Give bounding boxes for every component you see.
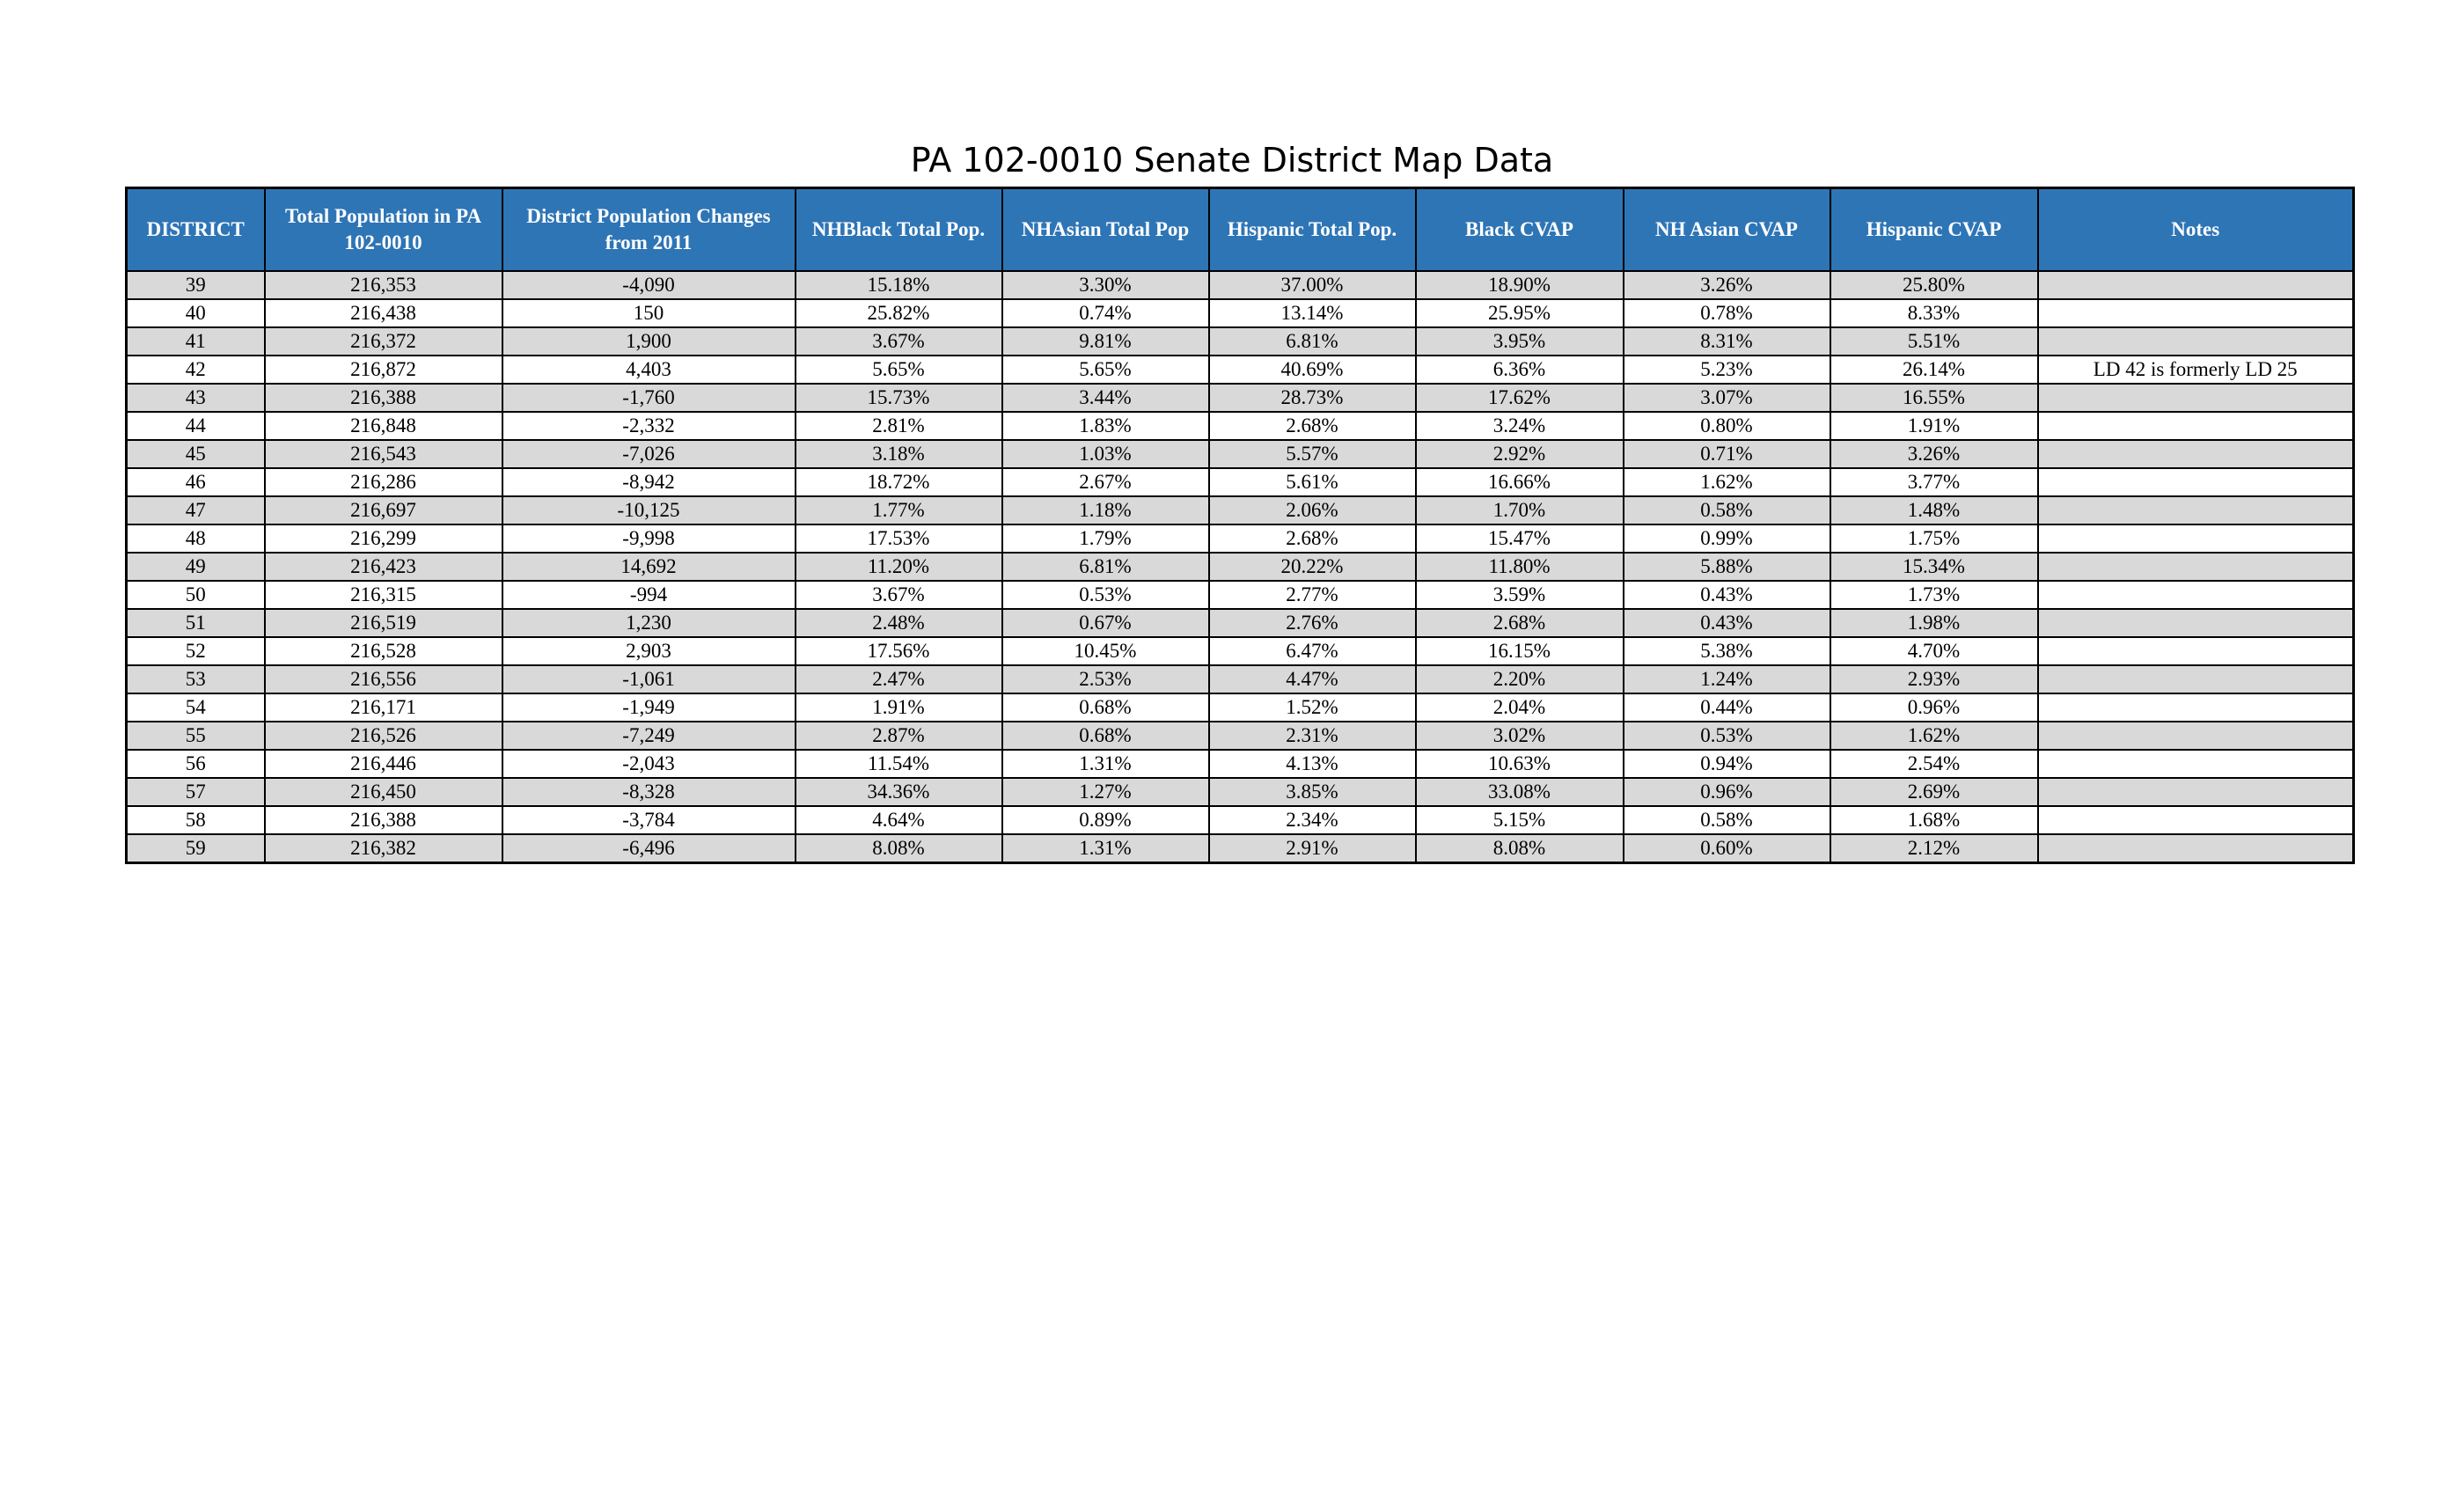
cell-district: 39 [127, 271, 265, 299]
cell-district: 58 [127, 806, 265, 834]
cell-black-cvap: 25.95% [1416, 299, 1624, 327]
cell-nh-asian-cvap: 5.88% [1624, 553, 1830, 581]
cell-black-cvap: 15.47% [1416, 524, 1624, 553]
table-row [127, 327, 2354, 356]
cell-population-change: 1,900 [502, 327, 796, 356]
cell-hispanic-cvap: 1.91% [1830, 412, 2038, 440]
cell-notes [2038, 637, 2354, 665]
table-row [127, 834, 2354, 863]
cell-nhasian-total-pop: 0.89% [1002, 806, 1209, 834]
cell-black-cvap: 10.63% [1416, 750, 1624, 778]
cell-nhasian-total-pop: 1.18% [1002, 496, 1209, 524]
cell-district: 46 [127, 468, 265, 496]
header-black-cvap: Black CVAP [1416, 188, 1624, 272]
cell-district: 41 [127, 327, 265, 356]
cell-total-population: 216,848 [265, 412, 502, 440]
header-notes: Notes [2038, 188, 2354, 272]
cell-nhasian-total-pop: 0.74% [1002, 299, 1209, 327]
table-row [127, 806, 2354, 834]
cell-hispanic-cvap: 4.70% [1830, 637, 2038, 665]
cell-notes [2038, 271, 2354, 299]
cell-hispanic-cvap: 5.51% [1830, 327, 2038, 356]
cell-nhblack-total-pop: 3.18% [796, 440, 1002, 468]
header-population-change: District Population Changes from 2011 [502, 188, 796, 272]
cell-nhasian-total-pop: 2.67% [1002, 468, 1209, 496]
cell-nhblack-total-pop: 17.56% [796, 637, 1002, 665]
cell-population-change: -10,125 [502, 496, 796, 524]
table-row [127, 384, 2354, 412]
cell-hispanic-cvap: 2.93% [1830, 665, 2038, 693]
cell-population-change: 4,403 [502, 356, 796, 384]
cell-black-cvap: 2.04% [1416, 693, 1624, 722]
header-total-population: Total Population in PA 102-0010 [265, 188, 502, 272]
cell-district: 57 [127, 778, 265, 806]
table-row [127, 412, 2354, 440]
cell-total-population: 216,556 [265, 665, 502, 693]
header-district: DISTRICT [127, 188, 265, 272]
cell-nhasian-total-pop: 0.53% [1002, 581, 1209, 609]
cell-hispanic-cvap: 1.62% [1830, 722, 2038, 750]
cell-population-change: -2,332 [502, 412, 796, 440]
cell-hispanic-total-pop: 6.47% [1209, 637, 1416, 665]
cell-total-population: 216,388 [265, 806, 502, 834]
cell-nh-asian-cvap: 0.58% [1624, 496, 1830, 524]
cell-nh-asian-cvap: 3.26% [1624, 271, 1830, 299]
cell-hispanic-total-pop: 4.47% [1209, 665, 1416, 693]
cell-hispanic-cvap: 1.68% [1830, 806, 2038, 834]
cell-district: 49 [127, 553, 265, 581]
table-row [127, 496, 2354, 524]
cell-district: 55 [127, 722, 265, 750]
cell-notes [2038, 581, 2354, 609]
cell-hispanic-total-pop: 40.69% [1209, 356, 1416, 384]
cell-nhblack-total-pop: 2.47% [796, 665, 1002, 693]
cell-total-population: 216,438 [265, 299, 502, 327]
cell-nhblack-total-pop: 15.73% [796, 384, 1002, 412]
table-row [127, 750, 2354, 778]
cell-hispanic-cvap: 25.80% [1830, 271, 2038, 299]
cell-nh-asian-cvap: 0.58% [1624, 806, 1830, 834]
cell-notes [2038, 609, 2354, 637]
cell-total-population: 216,299 [265, 524, 502, 553]
cell-district: 53 [127, 665, 265, 693]
cell-district: 54 [127, 693, 265, 722]
table-row [127, 553, 2354, 581]
cell-black-cvap: 2.68% [1416, 609, 1624, 637]
cell-district: 40 [127, 299, 265, 327]
cell-nh-asian-cvap: 0.44% [1624, 693, 1830, 722]
cell-population-change: -994 [502, 581, 796, 609]
cell-total-population: 216,315 [265, 581, 502, 609]
cell-black-cvap: 2.92% [1416, 440, 1624, 468]
cell-nh-asian-cvap: 0.96% [1624, 778, 1830, 806]
cell-hispanic-cvap: 8.33% [1830, 299, 2038, 327]
cell-nh-asian-cvap: 0.53% [1624, 722, 1830, 750]
cell-black-cvap: 1.70% [1416, 496, 1624, 524]
cell-nhasian-total-pop: 10.45% [1002, 637, 1209, 665]
cell-notes [2038, 384, 2354, 412]
cell-nhasian-total-pop: 1.27% [1002, 778, 1209, 806]
cell-nhblack-total-pop: 3.67% [796, 581, 1002, 609]
cell-nh-asian-cvap: 1.24% [1624, 665, 1830, 693]
cell-hispanic-cvap: 1.73% [1830, 581, 2038, 609]
cell-hispanic-cvap: 15.34% [1830, 553, 2038, 581]
cell-nhblack-total-pop: 11.20% [796, 553, 1002, 581]
cell-nhasian-total-pop: 1.79% [1002, 524, 1209, 553]
cell-nhblack-total-pop: 8.08% [796, 834, 1002, 863]
cell-hispanic-cvap: 3.26% [1830, 440, 2038, 468]
cell-district: 43 [127, 384, 265, 412]
cell-district: 50 [127, 581, 265, 609]
cell-nhasian-total-pop: 2.53% [1002, 665, 1209, 693]
cell-population-change: -4,090 [502, 271, 796, 299]
cell-nh-asian-cvap: 0.60% [1624, 834, 1830, 863]
cell-population-change: -9,998 [502, 524, 796, 553]
cell-notes [2038, 693, 2354, 722]
cell-notes [2038, 665, 2354, 693]
cell-nh-asian-cvap: 8.31% [1624, 327, 1830, 356]
cell-black-cvap: 11.80% [1416, 553, 1624, 581]
table-row [127, 271, 2354, 299]
page-title: PA 102-0010 Senate District Map Data [910, 141, 1554, 180]
cell-notes [2038, 553, 2354, 581]
cell-nh-asian-cvap: 0.78% [1624, 299, 1830, 327]
cell-total-population: 216,286 [265, 468, 502, 496]
cell-nh-asian-cvap: 0.43% [1624, 609, 1830, 637]
table-row [127, 440, 2354, 468]
cell-hispanic-total-pop: 3.85% [1209, 778, 1416, 806]
cell-total-population: 216,446 [265, 750, 502, 778]
table-row [127, 693, 2354, 722]
cell-black-cvap: 2.20% [1416, 665, 1624, 693]
cell-black-cvap: 5.15% [1416, 806, 1624, 834]
table-row [127, 524, 2354, 553]
cell-nhblack-total-pop: 2.87% [796, 722, 1002, 750]
table-row [127, 665, 2354, 693]
cell-population-change: -2,043 [502, 750, 796, 778]
cell-total-population: 216,526 [265, 722, 502, 750]
table-header-row [127, 188, 2354, 272]
cell-hispanic-total-pop: 2.31% [1209, 722, 1416, 750]
cell-nhblack-total-pop: 15.18% [796, 271, 1002, 299]
cell-hispanic-total-pop: 28.73% [1209, 384, 1416, 412]
cell-nhasian-total-pop: 0.67% [1002, 609, 1209, 637]
cell-district: 44 [127, 412, 265, 440]
cell-hispanic-cvap: 2.54% [1830, 750, 2038, 778]
cell-hispanic-total-pop: 6.81% [1209, 327, 1416, 356]
cell-nhblack-total-pop: 2.81% [796, 412, 1002, 440]
cell-hispanic-total-pop: 5.61% [1209, 468, 1416, 496]
cell-black-cvap: 3.59% [1416, 581, 1624, 609]
cell-hispanic-cvap: 26.14% [1830, 356, 2038, 384]
header-hispanic-cvap: Hispanic CVAP [1830, 188, 2038, 272]
cell-hispanic-cvap: 1.98% [1830, 609, 2038, 637]
cell-notes [2038, 722, 2354, 750]
cell-notes [2038, 778, 2354, 806]
cell-population-change: -1,061 [502, 665, 796, 693]
cell-nh-asian-cvap: 5.23% [1624, 356, 1830, 384]
cell-nhasian-total-pop: 1.31% [1002, 750, 1209, 778]
cell-total-population: 216,543 [265, 440, 502, 468]
cell-total-population: 216,519 [265, 609, 502, 637]
cell-district: 48 [127, 524, 265, 553]
cell-nhblack-total-pop: 1.91% [796, 693, 1002, 722]
cell-nhasian-total-pop: 5.65% [1002, 356, 1209, 384]
cell-notes [2038, 468, 2354, 496]
table-row [127, 609, 2354, 637]
cell-hispanic-total-pop: 20.22% [1209, 553, 1416, 581]
cell-nhasian-total-pop: 1.03% [1002, 440, 1209, 468]
cell-hispanic-total-pop: 2.68% [1209, 524, 1416, 553]
cell-black-cvap: 3.95% [1416, 327, 1624, 356]
cell-hispanic-total-pop: 13.14% [1209, 299, 1416, 327]
cell-district: 56 [127, 750, 265, 778]
cell-notes [2038, 440, 2354, 468]
cell-hispanic-cvap: 16.55% [1830, 384, 2038, 412]
cell-population-change: 150 [502, 299, 796, 327]
cell-black-cvap: 16.66% [1416, 468, 1624, 496]
cell-nhblack-total-pop: 1.77% [796, 496, 1002, 524]
cell-total-population: 216,171 [265, 693, 502, 722]
cell-black-cvap: 6.36% [1416, 356, 1624, 384]
header-hispanic-total-pop: Hispanic Total Pop. [1209, 188, 1416, 272]
cell-total-population: 216,697 [265, 496, 502, 524]
cell-population-change: -1,760 [502, 384, 796, 412]
cell-hispanic-total-pop: 2.91% [1209, 834, 1416, 863]
table-row [127, 778, 2354, 806]
cell-hispanic-cvap: 0.96% [1830, 693, 2038, 722]
header-nhasian-total-pop: NHAsian Total Pop [1002, 188, 1209, 272]
table-row [127, 722, 2354, 750]
cell-population-change: -6,496 [502, 834, 796, 863]
cell-nhasian-total-pop: 0.68% [1002, 722, 1209, 750]
cell-hispanic-cvap: 2.12% [1830, 834, 2038, 863]
cell-nhblack-total-pop: 11.54% [796, 750, 1002, 778]
table-row [127, 637, 2354, 665]
cell-district: 52 [127, 637, 265, 665]
cell-nh-asian-cvap: 0.99% [1624, 524, 1830, 553]
cell-district: 42 [127, 356, 265, 384]
cell-nhblack-total-pop: 3.67% [796, 327, 1002, 356]
cell-district: 45 [127, 440, 265, 468]
cell-population-change: 14,692 [502, 553, 796, 581]
cell-notes [2038, 496, 2354, 524]
cell-population-change: -7,249 [502, 722, 796, 750]
cell-notes: LD 42 is formerly LD 25 [2038, 356, 2354, 384]
table-row [127, 356, 2354, 384]
cell-nhasian-total-pop: 1.31% [1002, 834, 1209, 863]
cell-nhblack-total-pop: 34.36% [796, 778, 1002, 806]
table-row [127, 581, 2354, 609]
cell-total-population: 216,423 [265, 553, 502, 581]
cell-black-cvap: 17.62% [1416, 384, 1624, 412]
cell-nh-asian-cvap: 0.80% [1624, 412, 1830, 440]
cell-population-change: -3,784 [502, 806, 796, 834]
cell-nhblack-total-pop: 2.48% [796, 609, 1002, 637]
cell-nh-asian-cvap: 0.94% [1624, 750, 1830, 778]
cell-hispanic-total-pop: 2.34% [1209, 806, 1416, 834]
cell-hispanic-total-pop: 37.00% [1209, 271, 1416, 299]
cell-total-population: 216,450 [265, 778, 502, 806]
cell-black-cvap: 33.08% [1416, 778, 1624, 806]
cell-hispanic-total-pop: 2.68% [1209, 412, 1416, 440]
cell-population-change: -8,942 [502, 468, 796, 496]
cell-hispanic-cvap: 1.48% [1830, 496, 2038, 524]
table-row [127, 468, 2354, 496]
cell-nhblack-total-pop: 18.72% [796, 468, 1002, 496]
cell-hispanic-cvap: 2.69% [1830, 778, 2038, 806]
cell-district: 47 [127, 496, 265, 524]
cell-hispanic-total-pop: 2.06% [1209, 496, 1416, 524]
cell-nh-asian-cvap: 0.71% [1624, 440, 1830, 468]
district-data-table [125, 187, 2355, 864]
cell-nhblack-total-pop: 5.65% [796, 356, 1002, 384]
cell-total-population: 216,372 [265, 327, 502, 356]
table-row [127, 299, 2354, 327]
cell-notes [2038, 299, 2354, 327]
cell-black-cvap: 3.02% [1416, 722, 1624, 750]
cell-nhasian-total-pop: 1.83% [1002, 412, 1209, 440]
cell-black-cvap: 18.90% [1416, 271, 1624, 299]
cell-notes [2038, 834, 2354, 863]
cell-total-population: 216,353 [265, 271, 502, 299]
cell-nhblack-total-pop: 4.64% [796, 806, 1002, 834]
cell-population-change: -1,949 [502, 693, 796, 722]
cell-notes [2038, 750, 2354, 778]
header-nh-asian-cvap: NH Asian CVAP [1624, 188, 1830, 272]
cell-hispanic-total-pop: 4.13% [1209, 750, 1416, 778]
cell-nhasian-total-pop: 9.81% [1002, 327, 1209, 356]
cell-population-change: 2,903 [502, 637, 796, 665]
cell-notes [2038, 412, 2354, 440]
cell-hispanic-total-pop: 2.76% [1209, 609, 1416, 637]
cell-notes [2038, 524, 2354, 553]
cell-nh-asian-cvap: 0.43% [1624, 581, 1830, 609]
cell-nhasian-total-pop: 3.30% [1002, 271, 1209, 299]
cell-hispanic-cvap: 3.77% [1830, 468, 2038, 496]
cell-black-cvap: 16.15% [1416, 637, 1624, 665]
cell-total-population: 216,872 [265, 356, 502, 384]
cell-total-population: 216,382 [265, 834, 502, 863]
cell-district: 51 [127, 609, 265, 637]
cell-nh-asian-cvap: 1.62% [1624, 468, 1830, 496]
cell-population-change: -8,328 [502, 778, 796, 806]
cell-nhblack-total-pop: 17.53% [796, 524, 1002, 553]
cell-population-change: 1,230 [502, 609, 796, 637]
cell-nhasian-total-pop: 3.44% [1002, 384, 1209, 412]
cell-nh-asian-cvap: 3.07% [1624, 384, 1830, 412]
cell-district: 59 [127, 834, 265, 863]
cell-hispanic-total-pop: 1.52% [1209, 693, 1416, 722]
cell-nhasian-total-pop: 6.81% [1002, 553, 1209, 581]
cell-total-population: 216,528 [265, 637, 502, 665]
cell-hispanic-total-pop: 5.57% [1209, 440, 1416, 468]
cell-notes [2038, 806, 2354, 834]
cell-black-cvap: 8.08% [1416, 834, 1624, 863]
header-nhblack-total-pop: NHBlack Total Pop. [796, 188, 1002, 272]
cell-hispanic-total-pop: 2.77% [1209, 581, 1416, 609]
cell-population-change: -7,026 [502, 440, 796, 468]
cell-total-population: 216,388 [265, 384, 502, 412]
cell-hispanic-cvap: 1.75% [1830, 524, 2038, 553]
cell-nh-asian-cvap: 5.38% [1624, 637, 1830, 665]
cell-nhblack-total-pop: 25.82% [796, 299, 1002, 327]
cell-black-cvap: 3.24% [1416, 412, 1624, 440]
cell-nhasian-total-pop: 0.68% [1002, 693, 1209, 722]
cell-notes [2038, 327, 2354, 356]
